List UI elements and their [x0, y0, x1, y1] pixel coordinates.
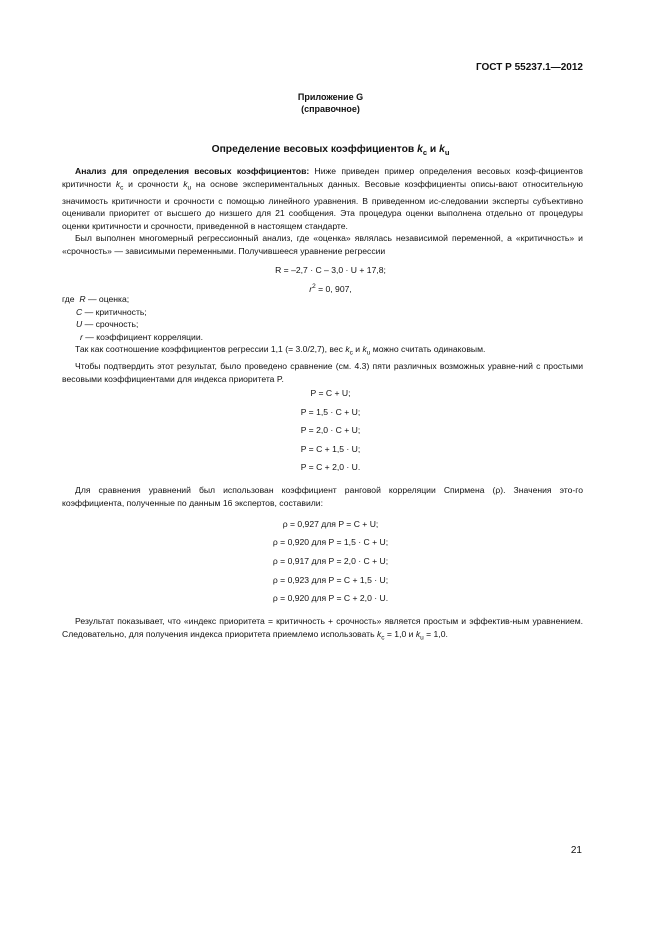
priority-equation-5: P = C + 2,0 · U.	[300, 462, 361, 472]
paragraph-6: Результат показывает, что «индекс приоритета = критичность + срочность» является простым и эффектив-ным уравнением. Следовательно, для получения индекса приоритета приемлемо использовать $k_c = 1,0$ и $k_u = 1,0$.	[62, 616, 583, 642]
paragraph-1: Анализ для определения весовых коэффициентов: Ниже приведен пример определения весовых коэф-фициентов критичности $k_c$ и срочности $k_u$ на основе экспериментальных данных. Весовые коэффициенты описы-вают относительную значимость критичности и срочности с помощью линейного уравнения. В приведенном ис-следовании эксперты субъективно оценивали приоритет от высшего до низшего для 21 сообщения. Эта процедура оценки выполнена отдельно от процедуры оценки критичности и срочности, приведенной в настоящем стандарте.	[62, 166, 584, 231]
priority-equation-2: P = 1,5 · C + U;	[300, 407, 361, 417]
document-code: ГОСТ Р 55237.1—2012	[475, 62, 583, 73]
appendix-note: (справочное)	[301, 104, 360, 114]
priority-equation-4: P = C + 1,5 · U;	[300, 444, 361, 454]
paragraph-5: Для сравнения уравнений был использован коэффициент ранговой корреляции Спирмена (ρ). Значения это-го коэффициента, полученные по данным 16 экспертов, составили:	[62, 485, 583, 508]
rho-value-3: ρ = 0,917 для P = 2,0 · C + U;	[272, 556, 389, 566]
paragraph-spearman	[62, 484, 583, 509]
appendix-title: Приложение G	[297, 92, 364, 102]
page-number: 21	[570, 845, 582, 856]
paragraph-3: Так как соотношение коэффициентов регрессии 1,1 (= 3.0/2,7), вес $k_c$ и $k_u$ можно считать одинаковым.	[75, 344, 486, 357]
paragraph-conclusion	[62, 615, 583, 645]
regression-equation: R = –2,7 · C – 3,0 · U + 17,8;	[275, 265, 386, 275]
priority-equation-3: P = 2,0 · C + U;	[300, 425, 361, 435]
section-title: Определение весовых коэффициентов $k_c$ и $k_u$	[211, 144, 450, 158]
paragraph-2: Был выполнен многомерный регрессионный анализ, где «оценка» являлась независимой переменной, а «критичность» и «срочность» — зависимыми переменными. Получившееся уравнение регрессии	[62, 233, 583, 256]
appendix-heading	[0, 91, 661, 115]
variable-definitions: где R — оценка; C — критичность; U — срочность; r — коэффициент корреляции.	[62, 294, 204, 342]
rho-value-4: ρ = 0,923 для P = C + 1,5 · U;	[272, 575, 389, 585]
paragraph-4: Чтобы подтвердить этот результат, было проведено сравнение (см. 4.3) пяти различных возможных уравне-ний с простыми весовыми коэффициентами для индекса приоритета P.	[62, 361, 583, 384]
rho-value-5: ρ = 0,920 для P = C + 2,0 · U.	[272, 593, 389, 603]
paragraph-analysis	[62, 165, 583, 258]
rho-value-1: ρ = 0,927 для P = C + U;	[282, 519, 379, 529]
correlation-value: $r^2 = 0$, 907,	[309, 283, 352, 294]
paragraph-weights	[62, 343, 583, 385]
priority-equation-1: P = C + U;	[310, 388, 351, 398]
rho-value-2: ρ = 0,920 для P = 1,5 · C + U;	[272, 537, 389, 547]
